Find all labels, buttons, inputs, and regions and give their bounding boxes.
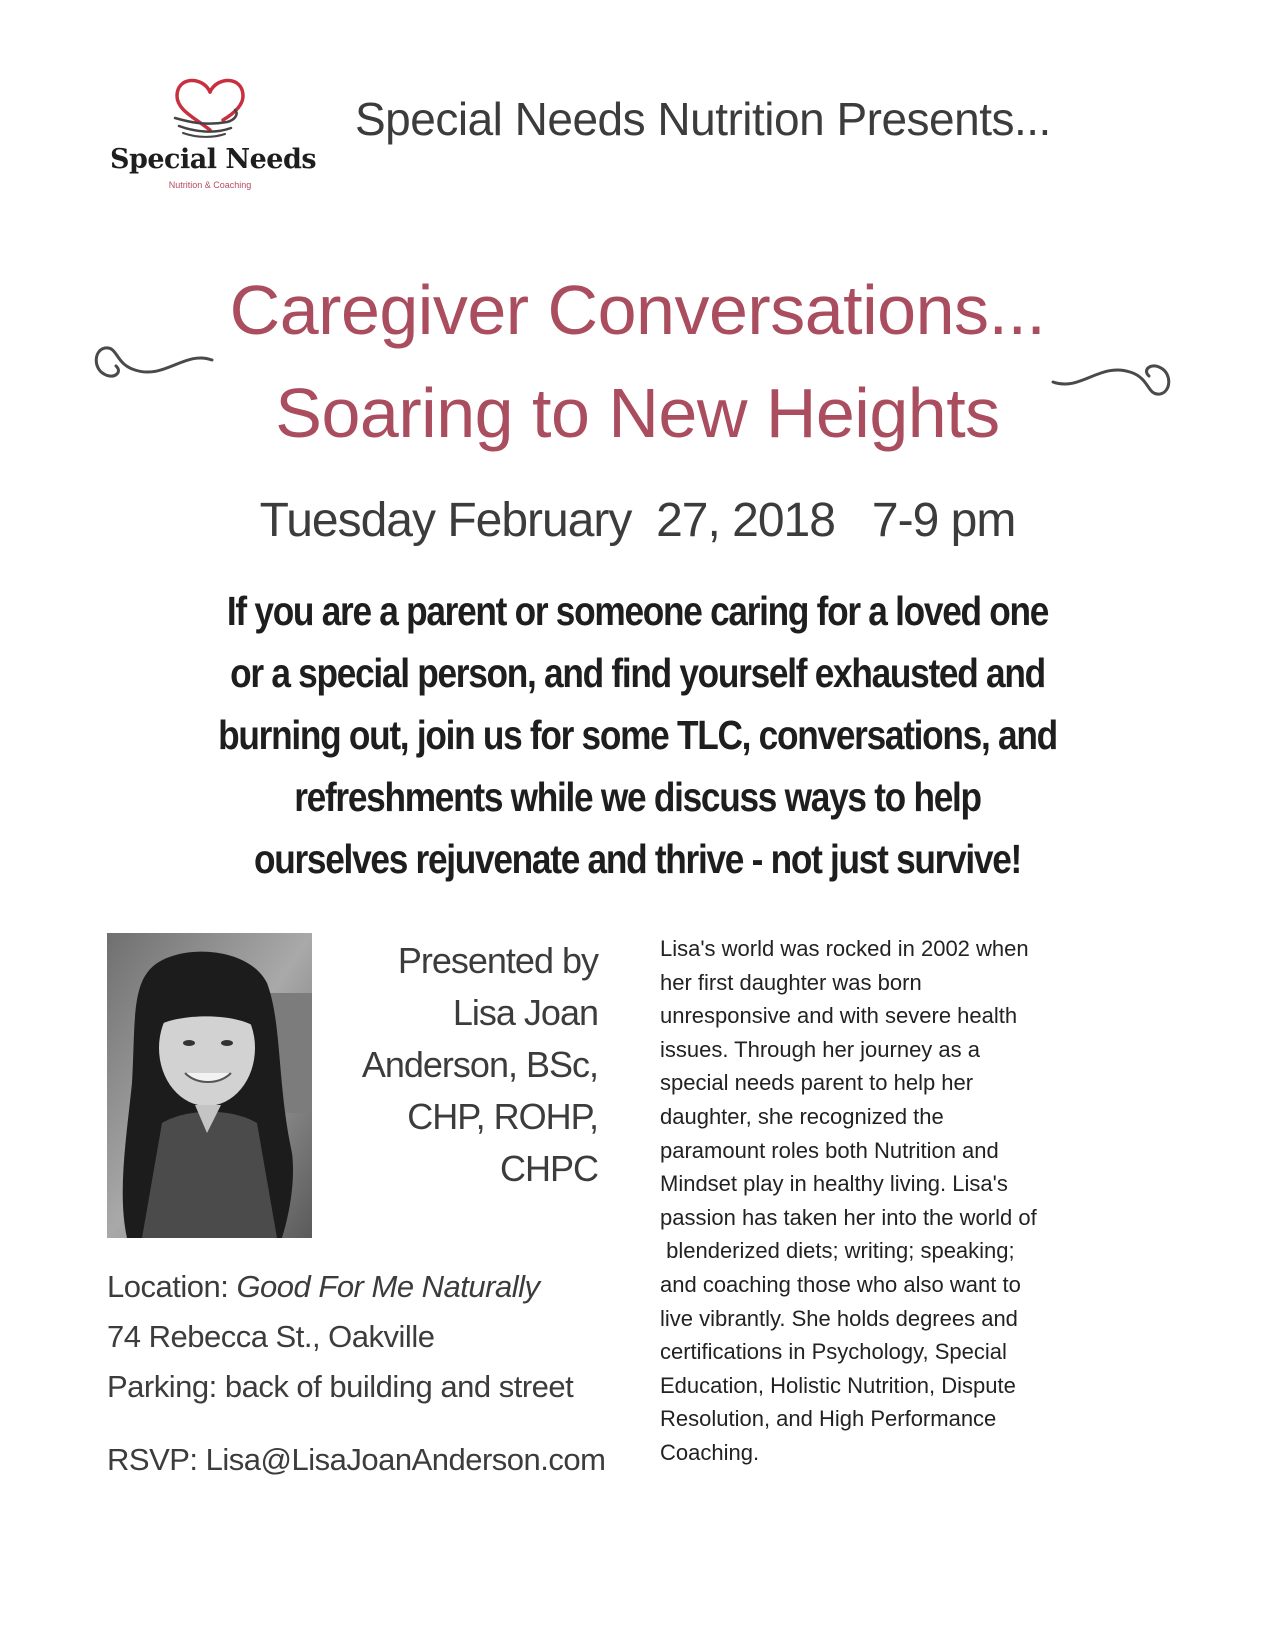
left-swirl-ornament: [90, 340, 215, 410]
logo-tagline: Nutrition & Coaching: [168, 180, 252, 190]
presenter-photo: [107, 933, 312, 1238]
heart-hand-icon: [165, 70, 255, 142]
description-line: If you are a parent or someone caring for a loved one: [226, 588, 1049, 634]
presenter-credit: [330, 935, 598, 1195]
bio-line: blenderized diets; writing; speaking;: [660, 1238, 1015, 1264]
bio-line: paramount roles both Nutrition and: [660, 1137, 999, 1163]
location-parking: Parking: back of building and street: [107, 1369, 574, 1404]
logo: [110, 70, 317, 205]
bio-line: her first daughter was born: [660, 969, 922, 995]
location-label: Location:: [107, 1269, 237, 1304]
event-datetime: Tuesday February 27, 2018 7-9 pm: [259, 494, 1016, 547]
presenter-line: Presented by: [397, 940, 598, 981]
bio-line: daughter, she recognized the: [660, 1103, 944, 1129]
location-address: 74 Rebecca St., Oakville: [107, 1319, 435, 1354]
presenter-line: CHP, ROHP,: [407, 1096, 598, 1137]
bio-line: Mindset play in healthy living. Lisa's: [660, 1171, 1008, 1197]
event-title-line-1: Caregiver Conversations...: [229, 271, 1046, 349]
right-swirl-ornament: [1050, 340, 1175, 410]
description-line: refreshments while we discuss ways to help: [294, 774, 981, 820]
logo-name: Special Needs: [110, 144, 317, 175]
location-line: [107, 1262, 573, 1312]
event-title-line-2: Soaring to New Heights: [275, 374, 1000, 452]
bio-line: and coaching those who also want to: [660, 1271, 1021, 1297]
bio-line: passion has taken her into the world of: [660, 1204, 1037, 1230]
presenter-line: CHPC: [499, 1148, 598, 1189]
bio-line: Resolution, and High Performance: [660, 1406, 997, 1432]
description-line: burning out, join us for some TLC, conversations, and: [218, 712, 1057, 758]
description-line: or a special person, and find yourself exhausted and: [230, 650, 1045, 696]
rsvp-contact: RSVP: Lisa@LisaJoanAnderson.com: [107, 1442, 606, 1477]
bio-line: live vibrantly. She holds degrees and: [660, 1305, 1018, 1331]
location-venue: Good For Me Naturally: [236, 1269, 540, 1304]
bio-line: issues. Through her journey as a: [660, 1036, 980, 1062]
presenter-bio: [660, 932, 1110, 1470]
location-block: [107, 1262, 573, 1412]
description-line: ourselves rejuvenate and thrive - not just survive!: [253, 836, 1022, 882]
bio-line: Lisa's world was rocked in 2002 when: [660, 936, 1029, 961]
presents-heading: Special Needs Nutrition Presents...: [355, 93, 1051, 145]
event-description: [192, 580, 1082, 890]
bio-line: Coaching.: [660, 1439, 760, 1465]
bio-line: certifications in Psychology, Special: [660, 1339, 1007, 1365]
bio-line: unresponsive and with severe health: [660, 1003, 1018, 1029]
bio-line: Education, Holistic Nutrition, Dispute: [660, 1372, 1016, 1398]
bio-line: special needs parent to help her: [660, 1070, 974, 1096]
presenter-line: Anderson, BSc,: [361, 1044, 598, 1085]
presenter-line: Lisa Joan: [452, 992, 598, 1033]
